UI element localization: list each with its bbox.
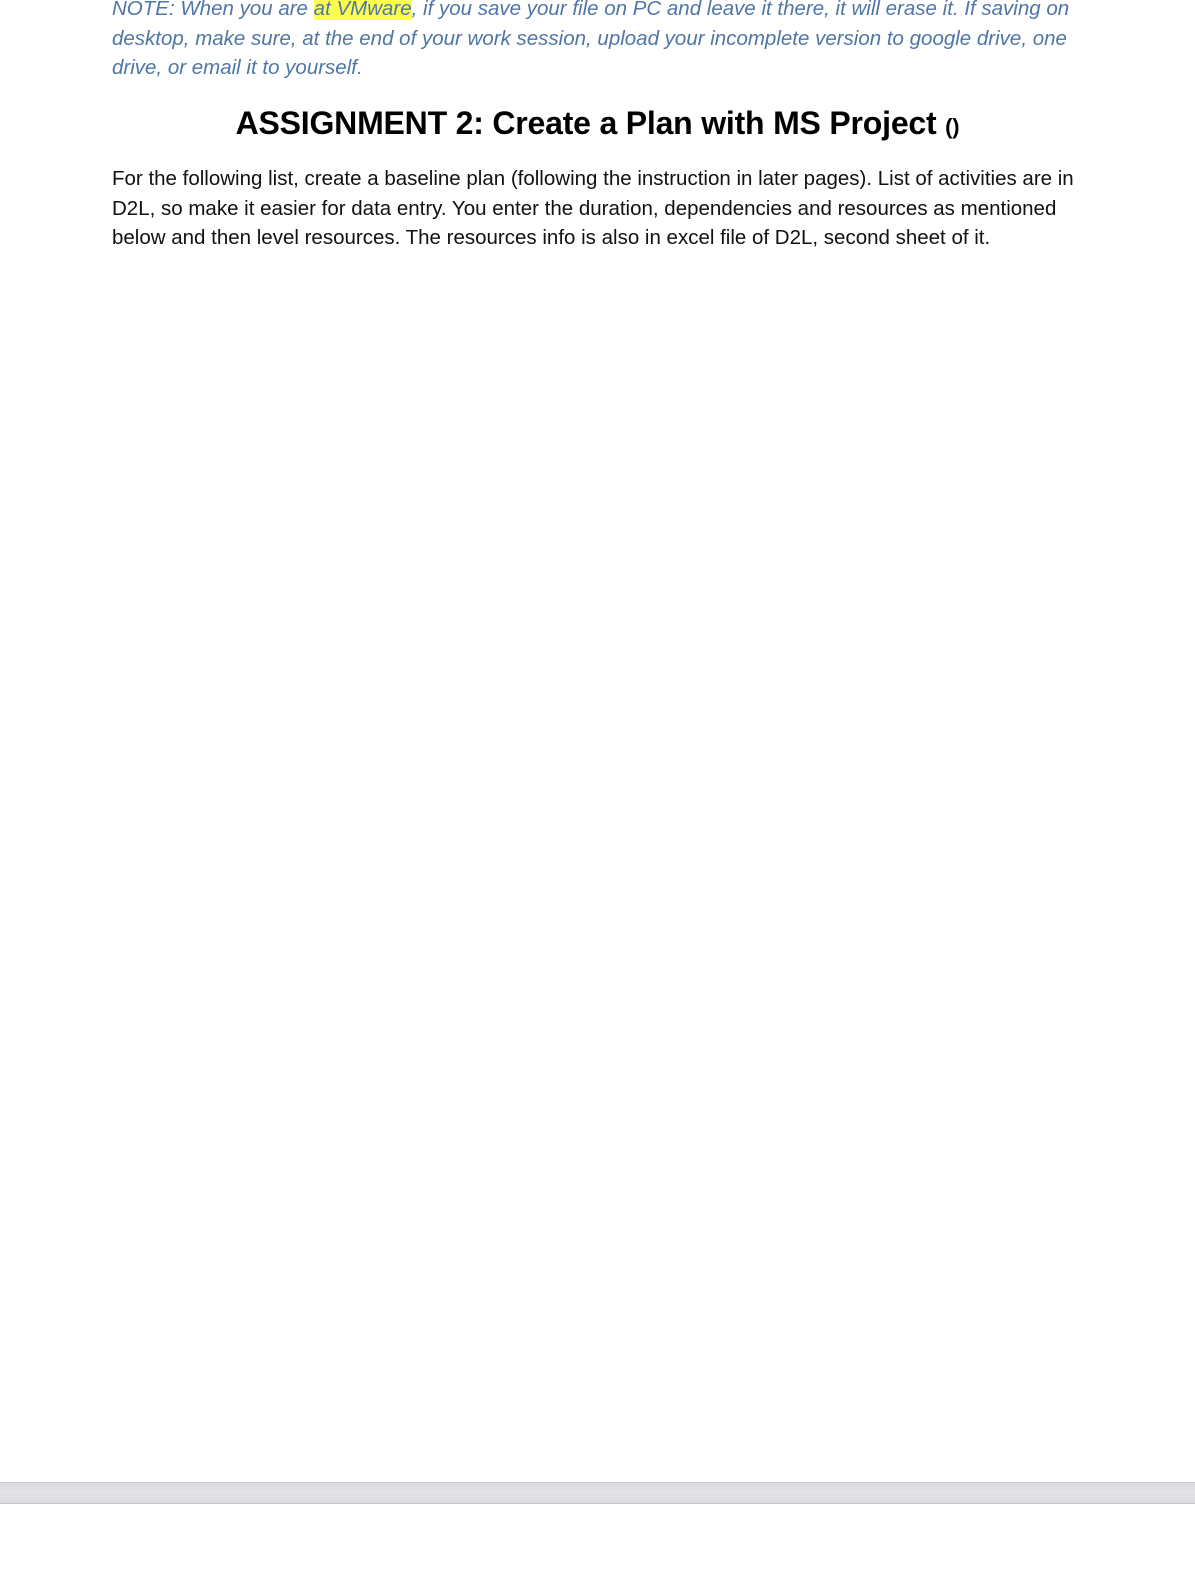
note-suffix: , if you save your file on PC and leave it there, it will erase it. If saving on desktop, make sure, at the end of your work session, upload your incomplete version to google drive, one drive, or email it to yourself. [112, 0, 1070, 79]
page-separator [0, 1482, 1195, 1504]
next-page [0, 1504, 1195, 1587]
title-main: ASSIGNMENT 2: Create a Plan with MS Project [235, 105, 946, 141]
assignment-title [0, 101, 1195, 149]
instructions-paragraph: For the following list, create a baseline plan (following the instruction in later pages). List of activities are in D2L, so make it easier for data entry. You enter the duration, dependencies and resources as mentioned below and then level resources. The resources info is also in excel file of D2L, second sheet of it. [112, 167, 1074, 249]
note-highlight: at VMware [314, 0, 412, 20]
title-suffix: () [945, 114, 960, 139]
vmware-note [112, 0, 1072, 83]
note-prefix: NOTE: When you are [112, 0, 314, 20]
